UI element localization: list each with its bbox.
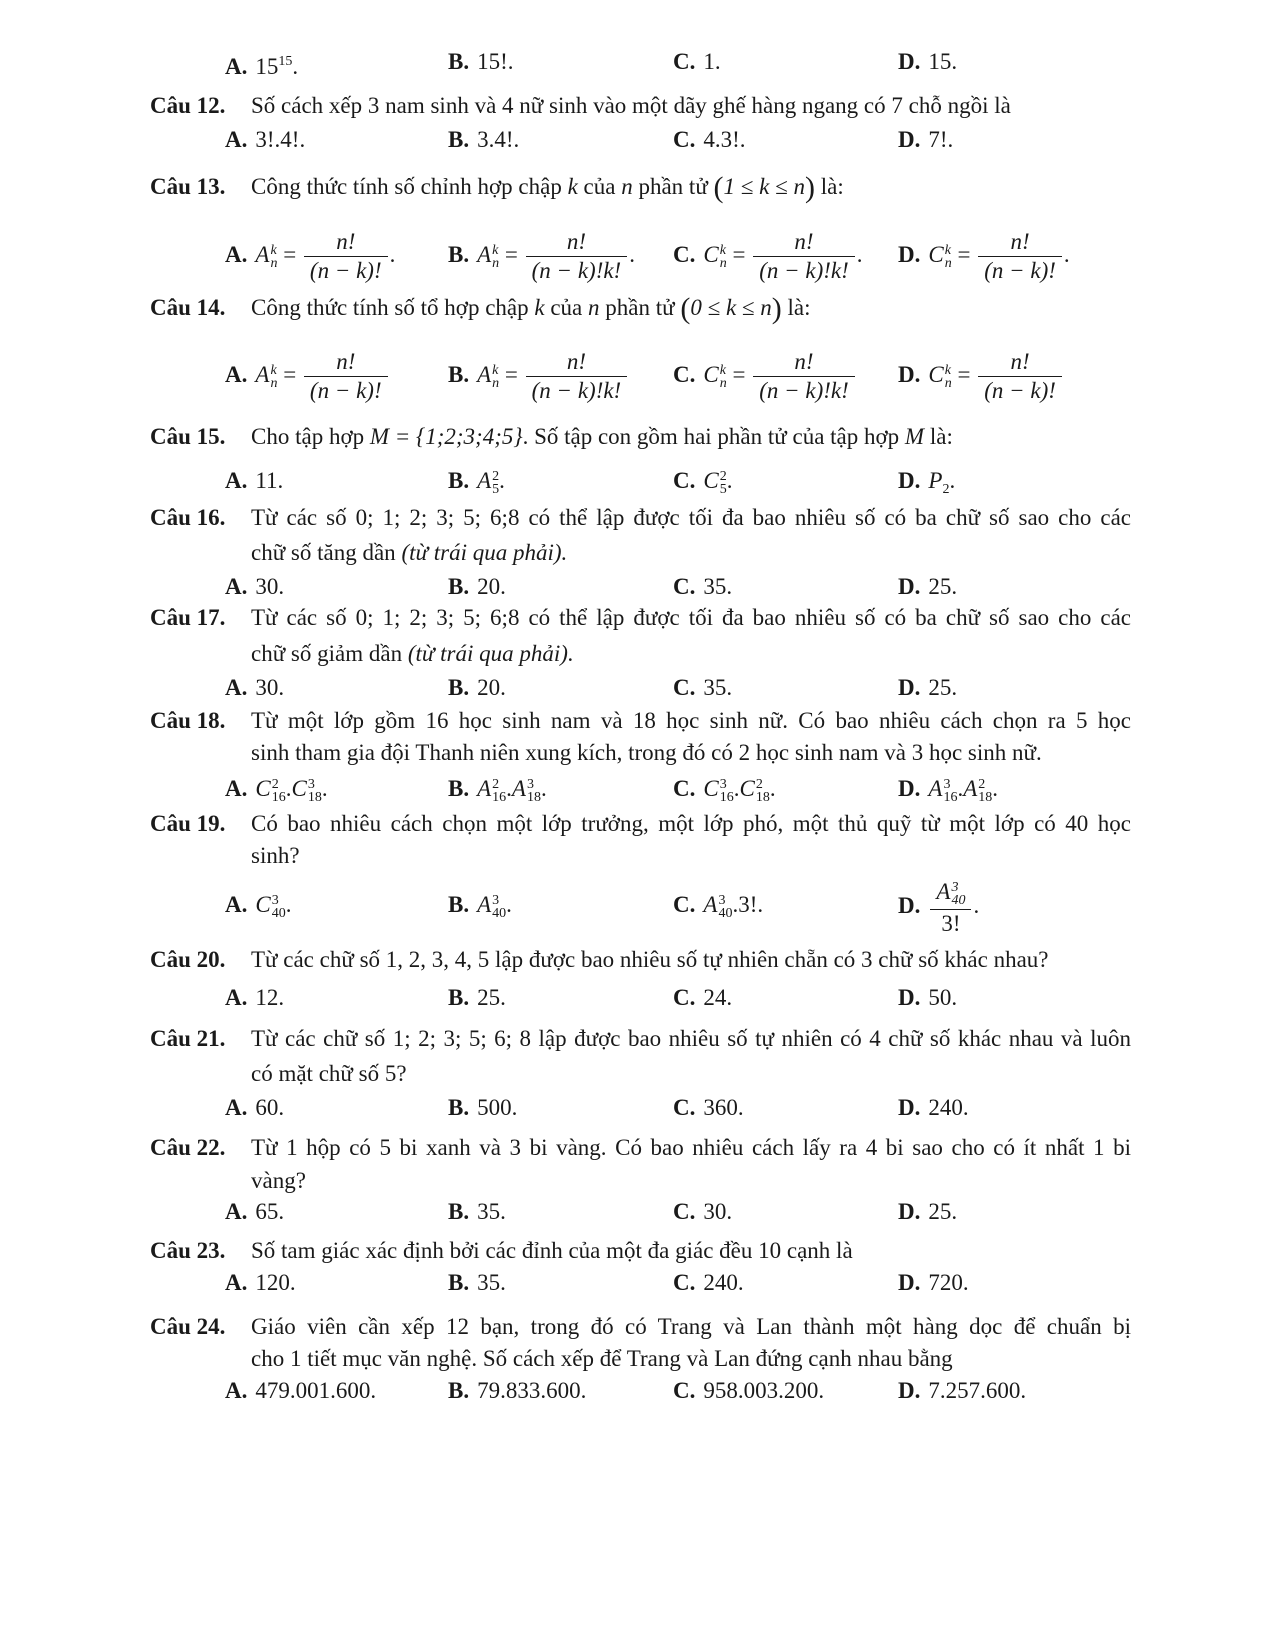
option-a: A. C 2 16 .C 3 18 . bbox=[225, 776, 328, 805]
question-text: Công thức tính số tổ hợp chập k của n phần tử (0 ≤ k ≤ n) là: bbox=[251, 292, 811, 325]
option-b: B. A 2 16 .A 3 18 . bbox=[448, 776, 547, 805]
question-19 bbox=[0, 809, 1275, 839]
question-13 bbox=[0, 172, 1275, 202]
option-a: A. 30. bbox=[225, 574, 285, 599]
option-c: C. 4.3!. bbox=[673, 127, 746, 152]
question-18-options bbox=[0, 774, 1275, 804]
option-b: B. 15!. bbox=[448, 49, 514, 74]
option-d: D. 720. bbox=[898, 1270, 969, 1295]
option-a: A. 60. bbox=[225, 1095, 285, 1120]
option-b: B. 500. bbox=[448, 1095, 518, 1120]
option-b: B. 3.4!. bbox=[448, 127, 520, 152]
option-c: C. 1. bbox=[673, 49, 721, 74]
question-15-options bbox=[0, 466, 1275, 496]
option-c: C. A 3 40 .3!. bbox=[673, 892, 764, 921]
question-19-options bbox=[0, 879, 1275, 936]
question-number: Câu 12. bbox=[150, 93, 226, 118]
question-number: Câu 14. bbox=[150, 295, 226, 320]
question-23-options bbox=[0, 1268, 1275, 1298]
question-text: Số tam giác xác định bởi các đỉnh của một đa giác đều 10 cạnh là bbox=[251, 1238, 853, 1263]
option-b: B. A 3 40 . bbox=[448, 892, 512, 921]
option-b: B. A k n = $\frac{n!}{(n - k)!k!}$ bbox=[448, 350, 629, 403]
option-d: D. 25. bbox=[898, 574, 958, 599]
option-d: D. 7.257.600. bbox=[898, 1378, 1027, 1403]
option-b: B. A k n = $\frac{n!}{(n - k)!k!}$ . bbox=[448, 229, 635, 284]
option-a: A. 11. bbox=[225, 468, 284, 493]
option-a: A. $15^{15}$. bbox=[225, 54, 299, 79]
option-d: D. A 3 16 .A 2 18 . bbox=[898, 776, 998, 805]
question-number: Câu 23. bbox=[150, 1238, 226, 1263]
option-a: A. 30. bbox=[225, 675, 285, 700]
option-d: D. $P_2$. bbox=[898, 468, 956, 497]
question-number: Câu 20. bbox=[150, 947, 226, 972]
option-d: D. C k n = $\frac{n!}{(n - k)!}$ . bbox=[898, 229, 1070, 284]
option-b: B. 35. bbox=[448, 1199, 506, 1224]
question-21 bbox=[0, 1024, 1275, 1054]
option-c: C. 35. bbox=[673, 574, 733, 599]
question-21-line-2: có mặt chữ số 5? bbox=[251, 1061, 407, 1086]
option-d: D. 25. bbox=[898, 1199, 958, 1224]
question-number: Câu 19. bbox=[150, 811, 226, 836]
question-20-options bbox=[0, 983, 1275, 1013]
option-d: D. 50. bbox=[898, 985, 958, 1010]
question-number: Câu 13. bbox=[150, 174, 226, 199]
question-text-line-1: Giáo viên cần xếp 12 bạn, trong đó có Trang và Lan thành một hàng dọc để chuẩn bị bbox=[251, 1314, 1131, 1339]
option-c: C. C 2 5 . bbox=[673, 468, 733, 497]
option-a: A. 12. bbox=[225, 985, 285, 1010]
question-text: Từ các chữ số 1, 2, 3, 4, 5 lập được bao nhiêu số tự nhiên chẵn có 3 chữ số khác nhau? bbox=[251, 947, 1049, 972]
question-24-options bbox=[0, 1376, 1275, 1406]
option-a: A. 479.001.600. bbox=[225, 1378, 377, 1403]
option-b: B. 35. bbox=[448, 1270, 506, 1295]
option-c: C. 240. bbox=[673, 1270, 744, 1295]
option-a: A. C 3 40 . bbox=[225, 892, 292, 921]
question-24 bbox=[0, 1312, 1275, 1342]
question-text-line-1: Từ một lớp gồm 16 học sinh nam và 18 học sinh nữ. Có bao nhiêu cách chọn ra 5 học bbox=[251, 708, 1131, 733]
question-20 bbox=[0, 945, 1275, 975]
option-c: C. C k n = $\frac{n!}{(n - k)!k!}$ bbox=[673, 350, 857, 403]
question-text-line-1: Từ các số 0; 1; 2; 3; 5; 6;8 có thể lập được tối đa bao nhiêu số có ba chữ số sao cho các bbox=[251, 605, 1131, 630]
option-d: D. C k n = $\frac{n!}{(n - k)!}$ bbox=[898, 350, 1064, 403]
question-18 bbox=[0, 706, 1275, 736]
question-16-line-2: chữ số tăng dần (từ trái qua phải). bbox=[251, 540, 568, 565]
option-d: D. 15. bbox=[898, 49, 958, 74]
option-c: C. 360. bbox=[673, 1095, 744, 1120]
option-a: A. A k n = $\frac{n!}{(n - k)!}$ . bbox=[225, 229, 396, 284]
question-13-options bbox=[0, 229, 1275, 284]
question-text: Công thức tính số chỉnh hợp chập k của n phần tử (1 ≤ k ≤ n) là: bbox=[251, 171, 844, 204]
question-number: Câu 16. bbox=[150, 505, 226, 530]
question-22 bbox=[0, 1133, 1275, 1163]
option-c: C. C k n = $\frac{n!}{(n - k)!k!}$ . bbox=[673, 229, 863, 284]
question-14 bbox=[0, 293, 1275, 323]
option-a: A. 3!.4!. bbox=[225, 127, 306, 152]
question-16 bbox=[0, 503, 1275, 533]
option-b: B. 20. bbox=[448, 675, 506, 700]
question-text-line-1: Có bao nhiêu cách chọn một lớp trưởng, một lớp phó, một thủ quỹ từ một lớp có 40 học bbox=[251, 811, 1131, 836]
question-number: Câu 15. bbox=[150, 424, 226, 449]
question-text: Số cách xếp 3 nam sinh và 4 nữ sinh vào một dãy ghế hàng ngang có 7 chỗ ngồi là bbox=[251, 93, 1011, 118]
question-17-options bbox=[0, 673, 1275, 703]
option-c: C. 24. bbox=[673, 985, 733, 1010]
question-17-line-2: chữ số giảm dần (từ trái qua phải). bbox=[251, 641, 574, 666]
question-number: Câu 18. bbox=[150, 708, 226, 733]
option-c: C. 30. bbox=[673, 1199, 733, 1224]
question-number: Câu 17. bbox=[150, 605, 226, 630]
option-a: A. A k n = $\frac{n!}{(n - k)!}$ bbox=[225, 350, 390, 403]
question-21-options bbox=[0, 1093, 1275, 1123]
question-text-line-1: Từ các số 0; 1; 2; 3; 5; 6;8 có thể lập được tối đa bao nhiêu số có ba chữ số sao cho các bbox=[251, 505, 1131, 530]
question-14-options bbox=[0, 349, 1275, 404]
question-number: Câu 21. bbox=[150, 1026, 226, 1051]
option-b: B. 25. bbox=[448, 985, 506, 1010]
option-c: C. 958.003.200. bbox=[673, 1378, 825, 1403]
question-22-options bbox=[0, 1197, 1275, 1227]
question-23 bbox=[0, 1236, 1275, 1266]
question-text: Cho tập hợp M = {1;2;3;4;5}. Số tập con gồm hai phần tử của tập hợp M là: bbox=[251, 424, 953, 449]
question-11-options bbox=[0, 47, 1275, 77]
option-b: B. 20. bbox=[448, 574, 506, 599]
question-24-line-2: cho 1 tiết mục văn nghệ. Số cách xếp để Trang và Lan đứng cạnh nhau bằng bbox=[251, 1346, 953, 1371]
question-number: Câu 24. bbox=[150, 1314, 226, 1339]
question-text-line-1: Từ các chữ số 1; 2; 3; 5; 6; 8 lập được bao nhiêu số tự nhiên có 4 chữ số khác nhau và luôn bbox=[251, 1026, 1131, 1051]
option-b: B. A 2 5 . bbox=[448, 468, 505, 497]
option-d: D. A 3 40 3! . bbox=[898, 879, 980, 936]
question-16-options bbox=[0, 572, 1275, 602]
question-17 bbox=[0, 603, 1275, 633]
question-text-line-1: Từ 1 hộp có 5 bi xanh và 3 bi vàng. Có bao nhiêu cách lấy ra 4 bi sao cho có ít nhất 1 bi bbox=[251, 1135, 1131, 1160]
question-15 bbox=[0, 422, 1275, 452]
option-a: A. 65. bbox=[225, 1199, 285, 1224]
question-number: Câu 22. bbox=[150, 1135, 226, 1160]
option-d: D. 25. bbox=[898, 675, 958, 700]
option-a: A. 120. bbox=[225, 1270, 296, 1295]
option-d: D. 240. bbox=[898, 1095, 969, 1120]
question-22-line-2: vàng? bbox=[251, 1168, 306, 1193]
question-12 bbox=[0, 91, 1275, 121]
question-12-options bbox=[0, 125, 1275, 155]
option-c: C. C 3 16 .C 2 18 . bbox=[673, 776, 776, 805]
option-b: B. 79.833.600. bbox=[448, 1378, 587, 1403]
option-c: C. 35. bbox=[673, 675, 733, 700]
question-18-line-2: sinh tham gia đội Thanh niên xung kích, trong đó có 2 học sinh nam và 3 học sinh nữ. bbox=[251, 740, 1042, 765]
question-19-line-2: sinh? bbox=[251, 843, 300, 868]
option-d: D. 7!. bbox=[898, 127, 954, 152]
